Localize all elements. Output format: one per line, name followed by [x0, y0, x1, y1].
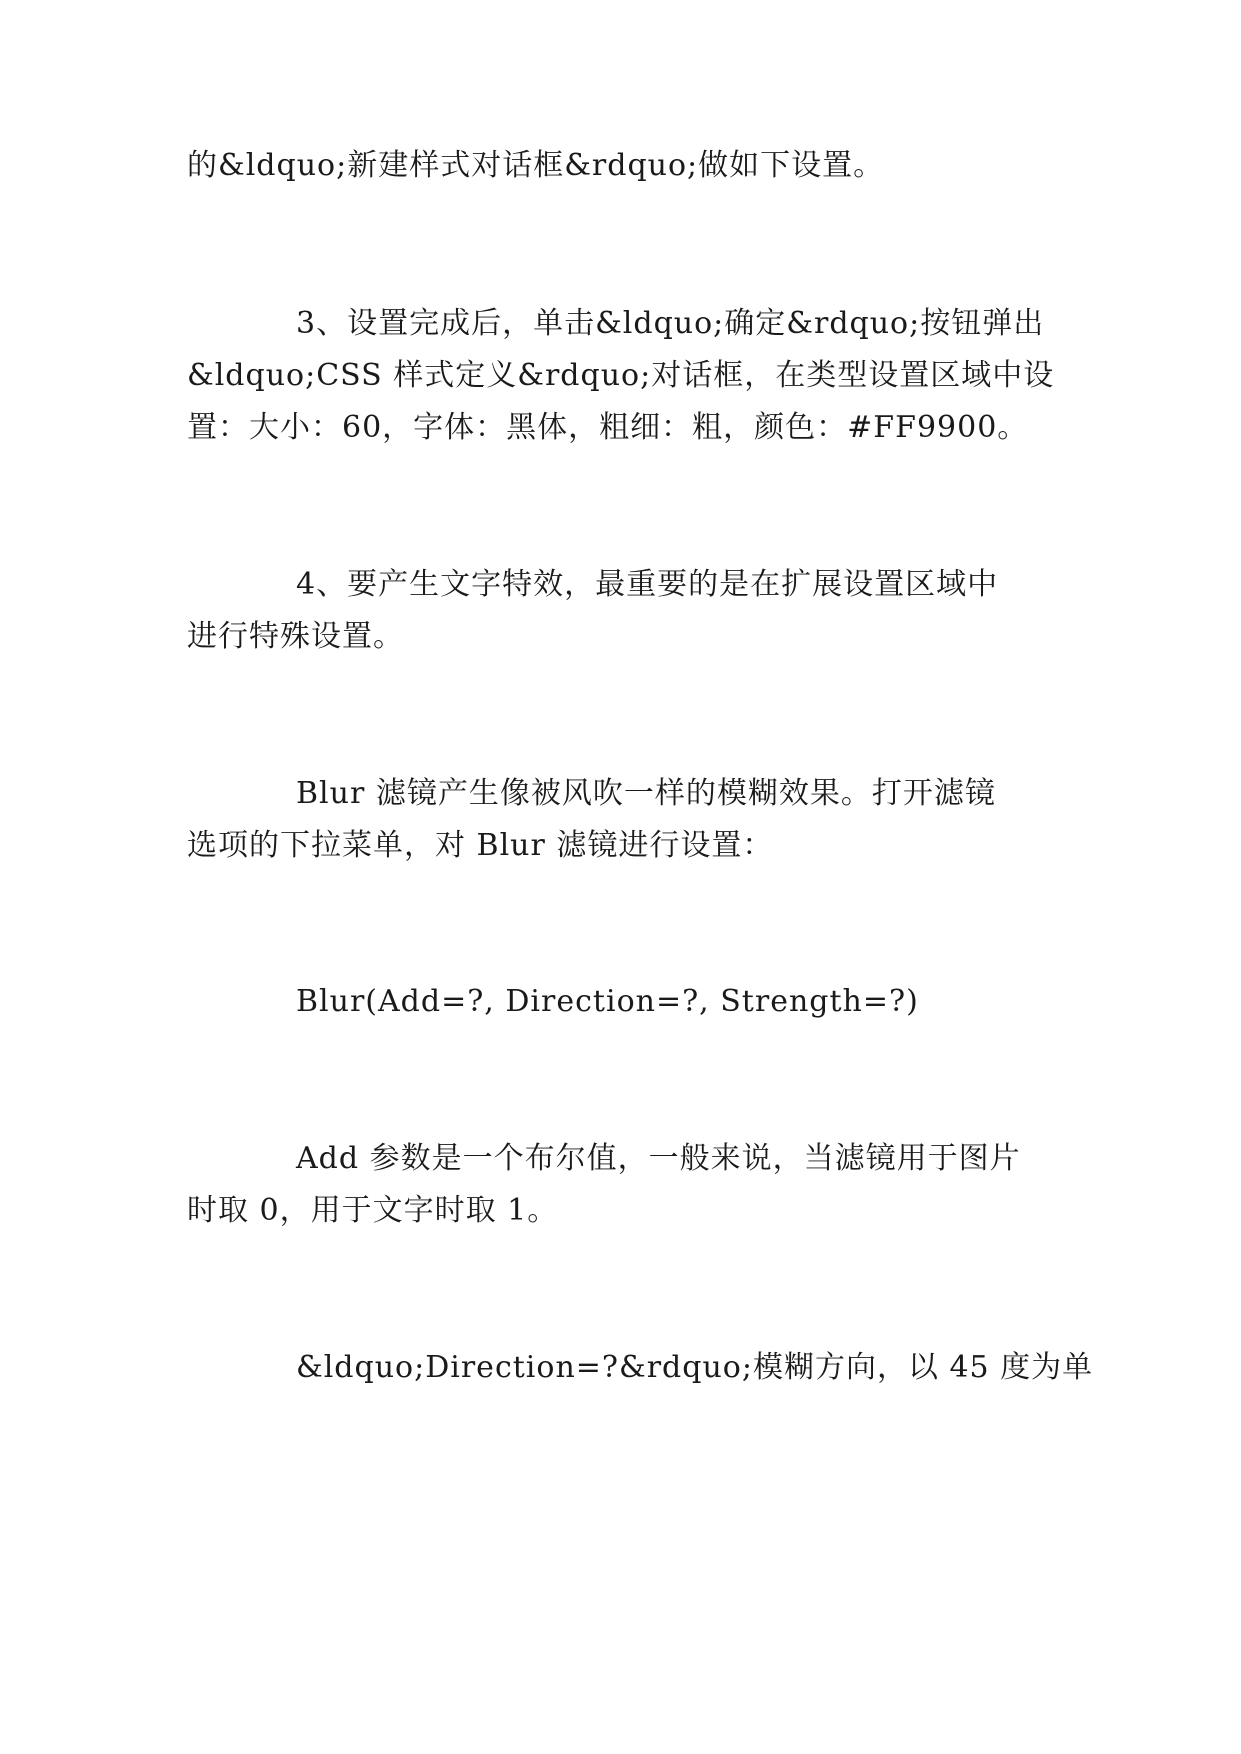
- paragraph-line: 3、设置完成后，单击&ldquo;确定&rdquo;按钮弹出: [296, 306, 1045, 341]
- paragraph-line: 进行特殊设置。: [187, 619, 404, 654]
- code-line: Blur(Add=?, Direction=?, Strength=?): [296, 984, 919, 1019]
- paragraph-line: 4、要产生文字特效，最重要的是在扩展设置区域中: [296, 567, 999, 602]
- paragraph-line: Blur 滤镜产生像被风吹一样的模糊效果。打开滤镜: [296, 776, 996, 811]
- paragraph-line: &ldquo;CSS 样式定义&rdquo;对话框，在类型设置区域中设: [187, 358, 1055, 393]
- paragraph-line: Add 参数是一个布尔值，一般来说，当滤镜用于图片: [296, 1141, 1021, 1176]
- paragraph-line: 时取 0，用于文字时取 1。: [187, 1193, 559, 1228]
- paragraph-line: 的&ldquo;新建样式对话框&rdquo;做如下设置。: [187, 148, 885, 183]
- paragraph-line: 置：大小：60，字体：黑体，粗细：粗，颜色：#FF9900。: [187, 410, 1029, 445]
- paragraph-line: 选项的下拉菜单，对 Blur 滤镜进行设置：: [187, 828, 774, 863]
- paragraph-line: &ldquo;Direction=?&rdquo;模糊方向，以 45 度为单: [296, 1350, 1094, 1385]
